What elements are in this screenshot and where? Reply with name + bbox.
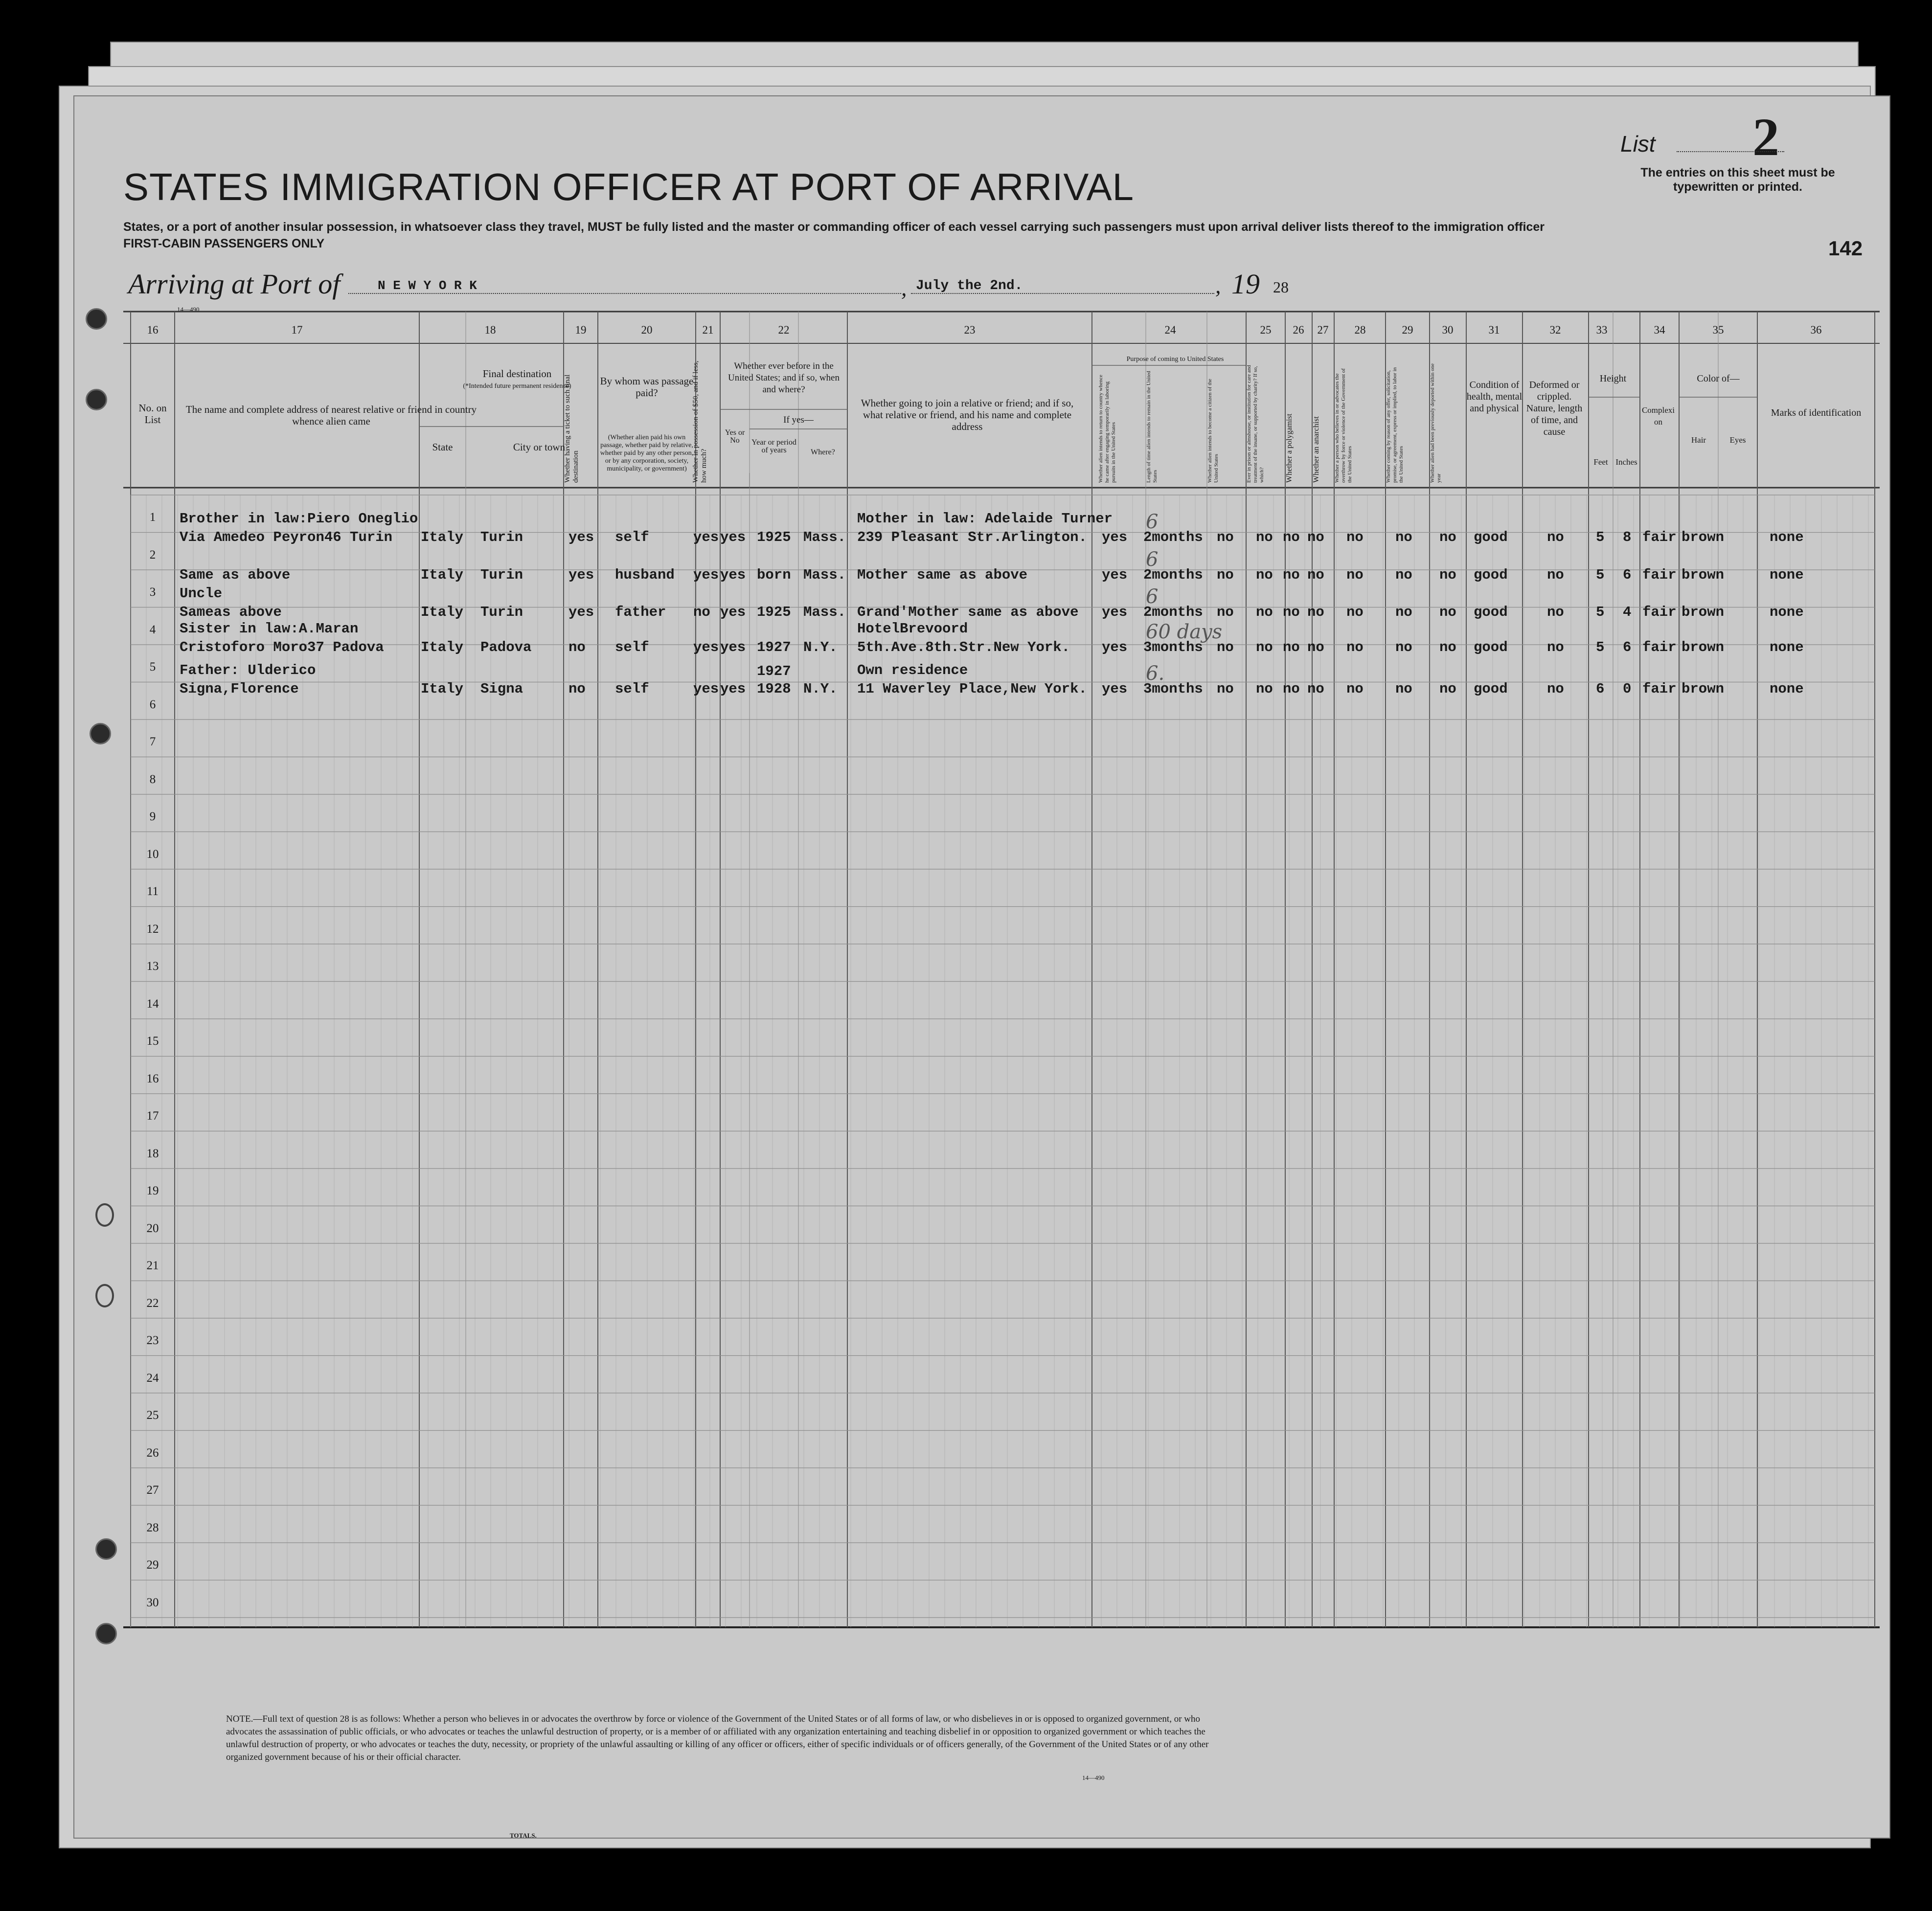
ticket-value: yes: [568, 604, 594, 620]
year-comma: ,: [1215, 273, 1221, 298]
row-number: 21: [146, 1259, 159, 1272]
row-number: 24: [146, 1371, 159, 1385]
header-citizen: Whether alien intends to become a citizen of the United States: [1207, 379, 1219, 483]
height-inches: 6: [1623, 567, 1632, 583]
header-return: Whether alien intends to return to country whence he came after engaging temporarily in laboring pursuits in the United States: [1098, 375, 1116, 483]
height-feet: 5: [1596, 604, 1605, 620]
complexion-value: fair: [1642, 567, 1677, 583]
column-number: 21: [702, 324, 714, 336]
citizen-intent: no: [1217, 604, 1234, 620]
binder-hole: [95, 1538, 117, 1560]
where-previous: Mass.: [803, 604, 846, 620]
page-number: 142: [1828, 237, 1863, 260]
been-before-value: yes: [720, 567, 746, 583]
been-before-value: yes: [720, 639, 746, 655]
complexion-value: fair: [1642, 681, 1677, 697]
column-number: 33: [1596, 324, 1608, 336]
ticket-value: yes: [568, 529, 594, 545]
binder-hole: [95, 1623, 117, 1644]
join-relative-address: 11 Waverley Place,New York.: [857, 681, 1087, 697]
destination-state: Italy: [421, 681, 464, 697]
where-previous: Mass.: [803, 529, 846, 545]
column-number: 35: [1712, 324, 1724, 336]
relative-name: Father: Ulderico: [180, 662, 316, 678]
column-number: 32: [1549, 324, 1561, 336]
row-number: 27: [146, 1484, 159, 1497]
offer-value: no: [1395, 681, 1412, 697]
deported-value: no: [1439, 567, 1456, 583]
anarchist-value: no: [1307, 639, 1324, 655]
health-value: good: [1474, 681, 1508, 697]
height-inches: 4: [1623, 604, 1632, 620]
header-length-of-stay: Length of time alien intends to remain in the United States: [1146, 371, 1158, 483]
relative-address: Same as above: [180, 567, 291, 583]
polygamist-value: no: [1283, 681, 1300, 697]
header-anarchist: Whether an anarchist: [1312, 416, 1320, 483]
overthrow-value: no: [1346, 567, 1364, 583]
fifty-dollars-value: yes: [693, 567, 719, 583]
arriving-label: Arriving at Port of: [128, 268, 341, 300]
column-number: 24: [1164, 324, 1176, 336]
join-relative-address: 5th.Ave.8th.Str.New York.: [857, 639, 1070, 655]
relative-name: Sister in law:A.Maran: [180, 621, 359, 637]
header-deported: Whether alien had been previously deported within one year: [1430, 363, 1442, 483]
header-where: Where?: [811, 448, 835, 456]
deformed-value: no: [1547, 529, 1564, 545]
year-previous: 1925: [757, 529, 791, 545]
where-previous: Mass.: [803, 567, 846, 583]
height-inches: 6: [1623, 639, 1632, 655]
relative-address: Sameas above: [180, 604, 282, 620]
citizen-intent: no: [1217, 567, 1234, 583]
date-value: July the 2nd.: [916, 278, 1023, 293]
header-passage-paid: By whom was passage paid?: [600, 375, 694, 399]
overthrow-value: no: [1346, 604, 1364, 620]
length-handwritten: 60 days: [1146, 621, 1223, 643]
identification-marks: none: [1770, 604, 1804, 620]
column-number: 17: [291, 324, 303, 336]
health-value: good: [1474, 529, 1508, 545]
header-deformed: Deformed or crippled. Nature, length of time, and cause: [1526, 380, 1583, 437]
header-state: State: [432, 441, 453, 453]
destination-state: Italy: [421, 529, 464, 545]
column-number: 19: [575, 324, 587, 336]
return-intent: yes: [1102, 639, 1128, 655]
row-number: 30: [146, 1596, 159, 1609]
column-number: 36: [1810, 324, 1822, 336]
year-previous: 1927: [757, 663, 791, 679]
identification-marks: none: [1770, 681, 1804, 697]
return-intent: yes: [1102, 529, 1128, 545]
column-number: 18: [484, 324, 496, 336]
join-relative-address: Mother same as above: [857, 567, 1028, 583]
row-number: 11: [146, 885, 159, 898]
height-inches: 0: [1623, 681, 1632, 697]
header-ever-before: Whether ever before in the United States; and if so, when and where?: [728, 361, 840, 395]
year-previous: 1925: [757, 604, 791, 620]
length-handwritten: 6: [1146, 548, 1159, 571]
column-number: 20: [641, 324, 653, 336]
fifty-dollars-value: yes: [693, 529, 719, 545]
height-inches: 8: [1623, 529, 1632, 545]
destination-city: Signa: [480, 681, 523, 697]
height-feet: 5: [1596, 567, 1605, 583]
header-height: Height: [1599, 373, 1627, 384]
header-eyes: Eyes: [1729, 435, 1746, 445]
join-relative-name: Own residence: [857, 662, 968, 678]
citizen-intent: no: [1217, 529, 1234, 545]
column-number: 34: [1654, 324, 1665, 336]
header-passage-paid-note: (Whether alien paid his own passage, whether paid by relative, whether paid by any other person, or by any corporation, society, municipality, or government): [600, 434, 694, 472]
passage-paid-by: husband: [615, 567, 675, 583]
row-number: 18: [146, 1147, 159, 1160]
identification-marks: none: [1770, 639, 1804, 655]
totals-label: TOTALS.: [510, 1832, 537, 1839]
header-if-yes: If yes—: [783, 415, 814, 425]
destination-city: Padova: [480, 639, 532, 655]
year-suffix: 28: [1273, 278, 1289, 296]
prison-value: no: [1256, 529, 1273, 545]
join-relative-address: Grand'Mother same as above: [857, 604, 1079, 620]
polygamist-value: no: [1283, 567, 1300, 583]
fifty-dollars-value: yes: [693, 639, 719, 655]
anarchist-value: no: [1307, 529, 1324, 545]
header-offer: Whether coming by reason of any offer, solicitation, promise, or agreement, express or implied, to labor in the United States: [1386, 367, 1404, 483]
column-number: 26: [1293, 324, 1304, 336]
offer-value: no: [1395, 529, 1412, 545]
where-previous: N.Y.: [803, 639, 838, 655]
row-number: 12: [146, 922, 159, 936]
ticket-value: yes: [568, 567, 594, 583]
row-number: 20: [146, 1221, 159, 1235]
health-value: good: [1474, 639, 1508, 655]
row-number: 29: [146, 1558, 159, 1572]
height-feet: 5: [1596, 639, 1605, 655]
row-number: 23: [146, 1334, 159, 1347]
return-intent: yes: [1102, 681, 1128, 697]
passage-paid-by: self: [615, 529, 649, 545]
row-number: 7: [149, 735, 156, 748]
row-number: 8: [149, 772, 156, 786]
manifest-sheet: [73, 95, 1890, 1839]
binder-hole: [86, 389, 107, 410]
health-value: good: [1474, 567, 1508, 583]
row-number: 14: [146, 997, 159, 1011]
where-previous: N.Y.: [803, 681, 838, 697]
header-final-destination: Final destination: [482, 368, 552, 380]
header-ticket: Whether having a ticket to such final destination: [564, 374, 580, 483]
row-number: 6: [149, 697, 156, 711]
destination-city: Turin: [480, 567, 523, 583]
binder-hole: [90, 723, 111, 744]
row-number: 16: [146, 1072, 159, 1085]
polygamist-value: no: [1283, 529, 1300, 545]
relative-address: Cristoforo Moro37 Padova: [180, 639, 384, 655]
deformed-value: no: [1547, 567, 1564, 583]
join-relative-name: Mother in law: Adelaide Turner: [857, 511, 1113, 527]
sheet-instructions: The entries on this sheet must be typewritten or printed.: [1640, 166, 1835, 194]
passage-paid-by: self: [615, 681, 649, 697]
header-hair: Hair: [1691, 435, 1706, 445]
ticket-value: no: [568, 639, 586, 655]
header-city: City or town: [513, 441, 566, 453]
been-before-value: yes: [720, 529, 746, 545]
hair-color: brown: [1682, 604, 1725, 620]
deported-value: no: [1439, 639, 1456, 655]
row-number: 19: [146, 1184, 159, 1197]
destination-state: Italy: [421, 604, 464, 620]
date-comma: ,: [901, 275, 907, 300]
row-number: 4: [149, 623, 156, 636]
column-number: 27: [1317, 324, 1329, 336]
length-of-stay: 3months: [1143, 681, 1203, 697]
row-number: 25: [146, 1409, 159, 1422]
length-handwritten: 6.: [1146, 662, 1165, 685]
header-no-on-list: No. on List: [138, 402, 167, 426]
column-number: 28: [1354, 324, 1366, 336]
length-of-stay: 2months: [1143, 604, 1203, 620]
overthrow-value: no: [1346, 681, 1364, 697]
anarchist-value: no: [1307, 567, 1324, 583]
hair-color: brown: [1682, 639, 1725, 655]
return-intent: yes: [1102, 567, 1128, 583]
polygamist-value: no: [1283, 604, 1300, 620]
polygamist-value: no: [1283, 639, 1300, 655]
length-of-stay: 3months: [1143, 639, 1203, 655]
deformed-value: no: [1547, 604, 1564, 620]
column-number: 25: [1260, 324, 1272, 336]
header-purpose: Purpose of coming to United States: [1126, 356, 1224, 363]
length-of-stay: 2months: [1143, 529, 1203, 545]
footer-form-code: 14—490: [1082, 1774, 1105, 1781]
relative-address: Via Amedeo Peyron46 Turin: [180, 529, 393, 545]
anarchist-value: no: [1307, 681, 1324, 697]
height-feet: 5: [1596, 529, 1605, 545]
form-code: 14—490: [177, 306, 200, 313]
row-number: 5: [149, 660, 156, 674]
join-relative-address: 239 Pleasant Str.Arlington.: [857, 529, 1087, 545]
offer-value: no: [1395, 604, 1412, 620]
hair-color: brown: [1682, 529, 1725, 545]
column-number: 31: [1488, 324, 1500, 336]
fifty-dollars-value: no: [693, 604, 710, 620]
offer-value: no: [1395, 567, 1412, 583]
deported-value: no: [1439, 681, 1456, 697]
column-number: 29: [1402, 324, 1413, 336]
header-fifty-dollars: Whether in possession of $50, and if less, how much?: [692, 360, 708, 483]
page-title: STATES IMMIGRATION OFFICER AT PORT OF ARRIVAL: [123, 165, 1135, 208]
height-feet: 6: [1596, 681, 1605, 697]
deformed-value: no: [1547, 639, 1564, 655]
prison-value: no: [1256, 639, 1273, 655]
overthrow-value: no: [1346, 639, 1364, 655]
prison-value: no: [1256, 604, 1273, 620]
row-number: 22: [146, 1296, 159, 1310]
row-number: 28: [146, 1521, 159, 1534]
header-year: Year or period of years: [751, 438, 796, 454]
prison-value: no: [1256, 567, 1273, 583]
identification-marks: none: [1770, 529, 1804, 545]
header-inches: Inches: [1615, 457, 1637, 467]
year-previous: 1927: [757, 639, 791, 655]
citizen-intent: no: [1217, 639, 1234, 655]
destination-city: Turin: [480, 529, 523, 545]
complexion-value: fair: [1642, 639, 1677, 655]
header-marks: Marks of identification: [1771, 407, 1862, 418]
row-number: 17: [146, 1109, 159, 1123]
column-number: 16: [147, 324, 159, 336]
deported-value: no: [1439, 604, 1456, 620]
header-health: Condition of health, mental and physical: [1466, 380, 1523, 414]
been-before-value: yes: [720, 681, 746, 697]
header-final-destination-note: (*Intended future permanent residence): [463, 382, 571, 390]
regulation-line: States, or a port of another insular possession, in whatsoever class they travel, MUST be fully listed and the master or commanding officer of each vessel carrying such passengers must upon arrival deliver lists thereof to the immigration officer: [123, 220, 1545, 234]
relative-name: Uncle: [180, 585, 223, 602]
header-feet: Feet: [1593, 457, 1608, 467]
row-number: 26: [146, 1446, 159, 1460]
deformed-value: no: [1547, 681, 1564, 697]
table-grid: [74, 96, 1889, 1838]
prison-value: no: [1256, 681, 1273, 697]
relative-name: Brother in law:Piero Oneglio: [180, 511, 418, 527]
length-of-stay: 2months: [1143, 567, 1203, 583]
column-number: 23: [964, 324, 976, 336]
health-value: good: [1474, 604, 1508, 620]
been-before-value: yes: [720, 604, 746, 620]
header-color-of: Color of—: [1697, 373, 1740, 384]
header-prison: Ever in prison or almshouse, or institution for care and treatment of the insane, or supported by charity? If so, which?: [1246, 365, 1265, 483]
identification-marks: none: [1770, 567, 1804, 583]
header-polygamist: Whether a polygamist: [1285, 413, 1294, 483]
destination-city: Turin: [480, 604, 523, 620]
row-number: 9: [149, 810, 156, 823]
complexion-value: fair: [1642, 529, 1677, 545]
header-overthrow: Whether a person who believes in or advocates the overthrow by force or violence of the Government of the United States: [1334, 368, 1353, 483]
return-intent: yes: [1102, 604, 1128, 620]
row-number: 3: [149, 585, 156, 599]
header-complexion: Complexion: [1641, 405, 1675, 427]
destination-state: Italy: [421, 639, 464, 655]
join-relative-name: HotelBrevoord: [857, 621, 968, 637]
header-nearest-relative: The name and complete address of nearest relative or friend in country whence alien came: [185, 404, 477, 427]
column-number: 30: [1442, 324, 1454, 336]
passage-paid-by: self: [615, 639, 649, 655]
header-yes-no: Yes or No: [725, 428, 745, 445]
ticket-value: no: [568, 681, 586, 697]
binder-hole: [86, 308, 107, 330]
row-number: 1: [149, 511, 156, 524]
row-number: 15: [146, 1034, 159, 1048]
row-number: 10: [146, 847, 159, 861]
deported-value: no: [1439, 529, 1456, 545]
hair-color: brown: [1682, 681, 1725, 697]
year-prefix: 19: [1231, 268, 1260, 300]
binder-hole: [95, 1284, 114, 1307]
overthrow-value: no: [1346, 529, 1364, 545]
fifty-dollars-value: yes: [693, 681, 719, 697]
destination-state: Italy: [421, 567, 464, 583]
class-line: FIRST-CABIN PASSENGERS ONLY: [123, 237, 325, 250]
length-handwritten: 6: [1146, 511, 1159, 533]
citizen-intent: no: [1217, 681, 1234, 697]
header-join-relative: Whether going to join a relative or friend; and if so, what relative or friend, and his name and complete address: [861, 397, 1074, 432]
year-previous: 1928: [757, 681, 791, 697]
hair-color: brown: [1682, 567, 1725, 583]
question-28-note: NOTE.—Full text of question 28 is as follows: Whether a person who believes in or advocates the overthrow by force or violence of the Government of the United States or of all forms of law, or who disbelieves in or is opposed to organized government, or who advocates the assassination of public officials, or who advocates or teaches the unlawful destruction of property, or is a member of or affiliated with any organization entertaining and teaching disbelief in or opposition to organized government or which teaches the unlawful destruction of property, or who advocates or teaches the duty, necessity, or propriety of the unlawful assaulting or killing of any officer or officers, either of specific individuals or of officers generally, of the Government of the United States or of any other organized government because of his or their official character.: [226, 1714, 1209, 1762]
row-number: 13: [146, 960, 159, 973]
column-number: 22: [778, 324, 790, 336]
list-number: 2: [1752, 107, 1779, 167]
complexion-value: fair: [1642, 604, 1677, 620]
row-number: 2: [149, 548, 156, 562]
passage-paid-by: father: [615, 604, 666, 620]
port-value: N E W Y O R K: [378, 278, 477, 293]
length-handwritten: 6: [1146, 585, 1159, 608]
list-label: List: [1620, 131, 1656, 157]
year-previous: born: [757, 567, 791, 583]
offer-value: no: [1395, 639, 1412, 655]
relative-address: Signa,Florence: [180, 681, 299, 697]
anarchist-value: no: [1307, 604, 1324, 620]
binder-hole: [95, 1203, 114, 1227]
